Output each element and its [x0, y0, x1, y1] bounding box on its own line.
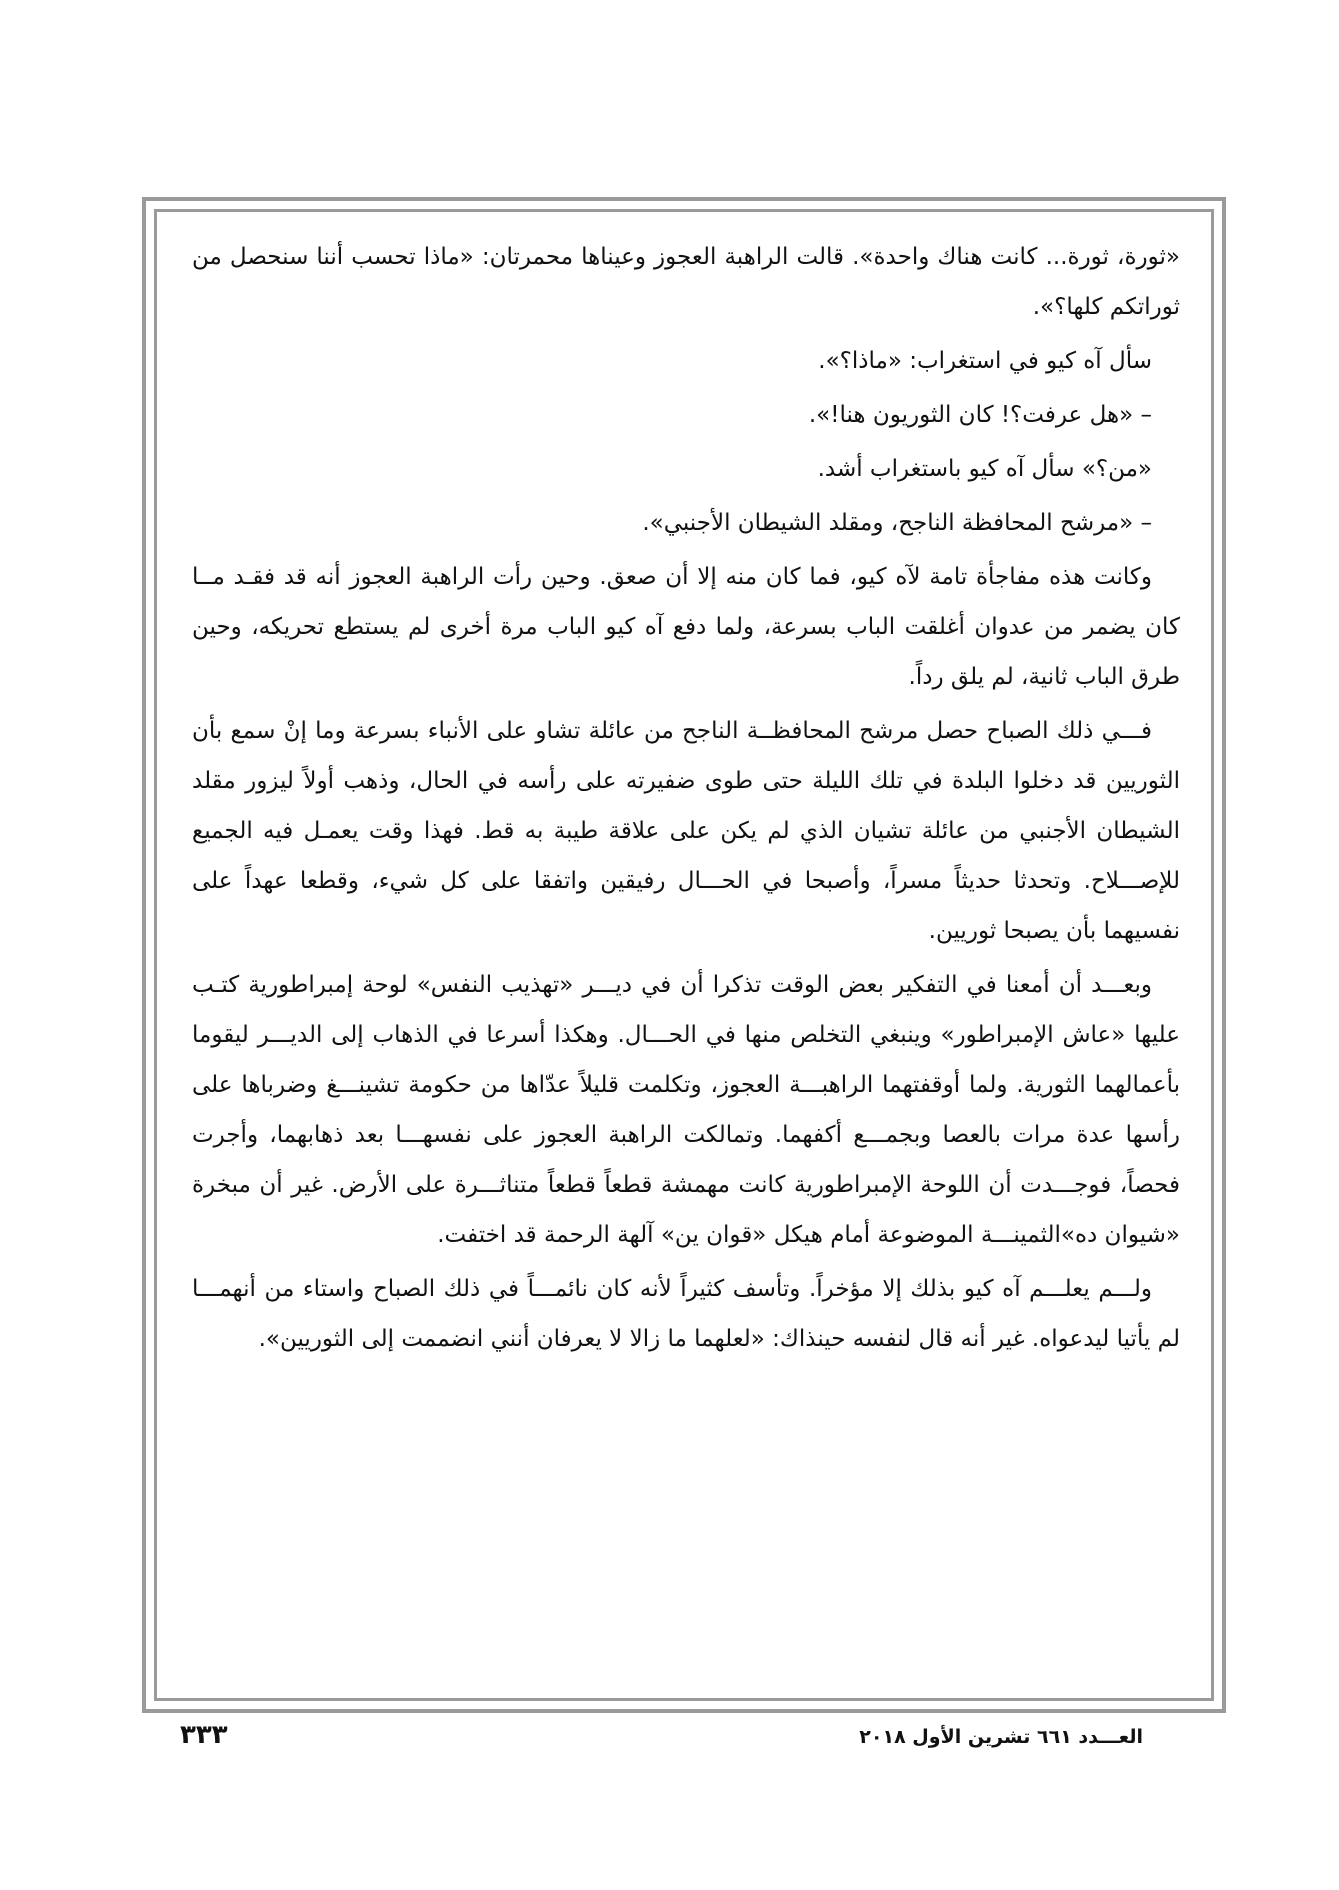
paragraph: «ثورة، ثورة... كانت هناك واحدة». قالت الراهبة العجوز وعيناها محمرتان: «ماذا تحسب أننا سنحصل من ثوراتكم كلها؟». — [192, 244, 1180, 320]
paragraph: سأل آه كيو في استغراب: «ماذا؟». — [818, 348, 1152, 374]
paragraph: وبعـــد أن أمعنا في التفكير بعض الوقت تذكرا أن في ديـــر «تهذيب النفس» لوحة إمبراطورية كتـب عليها «عاش الإمبراطور» وينبغي التخلص منها في الحـــال. وهكذا أسرعا في الذهاب إلى الديـــر ليقوما بأعمالهما الثورية. ولما أوقفتهما الراهبـــة العجوز، وتكلمت قليلاً عدّاها من حكومة تشينـــغ وضرباها على رأسها عدة مرات بالعصا وبجمـــع أكفهما. وتمالكت الراهبة العجوز على نفسهـــا بعد ذهابهما، وأجرت فحصاً، فوجـــدت أن اللوحة الإمبراطورية كانت مهمشة قطعاً قطعاً متناثـــرة على الأرض. غير أن مبخرة «شيوان ده»الثمينـــة الموضوعة أمام هيكل «قوان ين» آلهة الرحمة قد اختفت. — [192, 972, 1180, 1248]
paragraph: «من؟» سأل آه كيو باستغراب أشد. — [817, 456, 1152, 482]
paragraph: وكانت هذه مفاجأة تامة لآه كيو، فما كان منه إلا أن صعق. وحين رأت الراهبة العجوز أنه قد فقـد مــا كان يضمر من عدوان أغلقت الباب بسرعة، ولما دفع آه كيو الباب مرة أخرى لم يستطع تحريكه، وحين طرق الباب ثانية، لم يلق رداً. — [192, 564, 1180, 690]
issue-line: العـــدد ٦٦١ تشرين الأول ٢٠١٨ — [859, 1726, 1143, 1748]
paragraph: – «مرشح المحافظة الناجح، ومقلد الشيطان الأجنبي». — [642, 510, 1152, 536]
paragraph: فـــي ذلك الصباح حصل مرشح المحافظــة الناجح من عائلة تشاو على الأنباء بسرعة وما إنْ سمع بأن الثوريين قد دخلوا البلدة في تلك الليلة حتى طوى ضفيرته على رأسه في الحال، وذهب أولاً ليزور مقلد الشيطان الأجنبي من عائلة تشيان الذي لم يكن على علاقة طيبة به قط. فهذا وقت يعمـل فيه الجميع للإصـــلاح. وتحدثا حديثاً مسراً، وأصبحا في الحـــال رفيقين واتفقا على كل شيء، وقطعا عهداً على نفسيهما بأن يصبحا ثوريين. — [192, 718, 1180, 944]
page-number: ٣٣٣ — [180, 1720, 228, 1750]
paragraph: ولـــم يعلـــم آه كيو بذلك إلا مؤخراً. وتأسف كثيراً لأنه كان نائمـــاً في ذلك الصباح واستاء من أنهمـــا لم يأتيا ليدعواه. غير أنه قال لنفسه حينذاك: «لعلهما ما زالا لا يعرفان أنني انضممت إلى الثوريين». — [192, 1276, 1180, 1352]
article-body — [192, 232, 1180, 1368]
paragraph: – «هل عرفت؟! كان الثوريون هنا!». — [808, 402, 1152, 428]
